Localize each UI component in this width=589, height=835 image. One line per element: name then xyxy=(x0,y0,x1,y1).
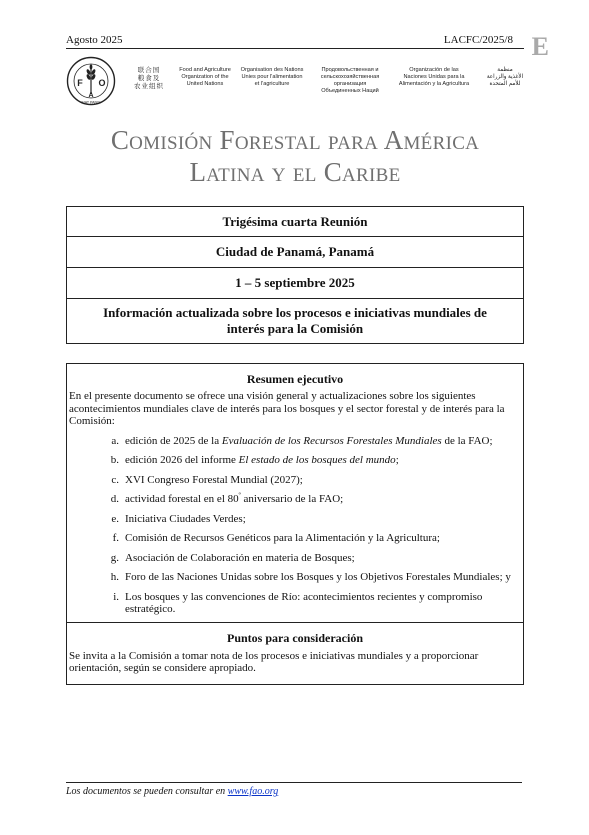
document-date: Agosto 2025 xyxy=(66,34,123,46)
language-letter: E xyxy=(531,32,549,61)
summary-list xyxy=(67,435,523,616)
meeting-topic: Información actualizada sobre los procesos e iniciativas mundiales de interés para la Comisión xyxy=(67,298,523,343)
consideration-text: Se invita a la Comisión a tomar nota de los procesos e iniciativas mundiales y a proporcionar orientación, según se considere apropiado. xyxy=(69,649,479,674)
fao-logo-row xyxy=(66,56,526,106)
org-name-russian: Продовольственная и сельскохозяйственная организация Объединенных Наций xyxy=(320,67,380,94)
list-item: a. edición de 2025 de la Evaluación de los Recursos Forestales Mundiales de la FAO; xyxy=(111,434,493,447)
summary-intro: En el presente documento se ofrece una visión general y actualizaciones sobre los siguientes acontecimientos mundiales clave de interés para los bosques y el sector forestal y de interés para la Comisión: xyxy=(69,390,505,427)
org-name-english: Food and Agriculture Organization of the United Nations xyxy=(179,67,231,87)
list-item: g. Asociación de Colaboración en materia de Bosques; xyxy=(110,551,355,564)
org-names xyxy=(124,67,534,95)
commission-title xyxy=(66,124,524,188)
list-item: d. actividad forestal en el $80^º$ aniversario de la FAO; xyxy=(110,491,344,505)
executive-summary-box xyxy=(66,363,524,685)
footer-rule xyxy=(66,782,522,783)
org-name-chinese: 联合国 粮食及 农业组织 xyxy=(134,67,164,90)
meeting-session: Trigésima cuarta Reunión xyxy=(222,213,368,229)
meeting-dates: 1 – 5 septiembre 2025 xyxy=(67,267,523,298)
consideration-heading: Puntos para consideración xyxy=(226,630,363,645)
title-line-1: Comisión Forestal para América xyxy=(110,125,480,155)
emblem-letter-a: A xyxy=(88,92,94,99)
list-item: f. Comisión de Recursos Genéticos para la Alimentación y la Agricultura; xyxy=(112,532,440,544)
meeting-place: Ciudad de Panamá, Panamá xyxy=(67,236,523,267)
list-item: i. Los bosques y las convenciones de Río: acontecimientos recientes y compromiso estratégico. xyxy=(113,590,483,615)
list-item: h. Foro de las Naciones Unidas sobre los Bosques y los Objetivos Forestales Mundiales; y xyxy=(110,571,511,583)
document-code: LACFC/2025/8 xyxy=(443,34,513,46)
emblem-letter-o: O xyxy=(98,78,106,88)
org-name-french: Organisation des Nations Unies pour l'alimentation et l'agriculture xyxy=(240,67,304,87)
emblem-motto: FIAT PANIS xyxy=(81,100,101,105)
footer-note: Los documentos se pueden consultar en www.fao.org xyxy=(66,786,279,797)
summary-heading: Resumen ejecutivo xyxy=(246,372,344,386)
fao-website-link[interactable]: www.fao.org xyxy=(227,786,279,797)
org-name-arabic: منظمة الأغذية والزراعة للأمم المتحدة xyxy=(486,67,524,87)
emblem-letter-f: F xyxy=(77,78,83,88)
list-item: c. XVI Congreso Forestal Mundial (2027); xyxy=(111,473,303,486)
title-line-2: Latina y el Caribe xyxy=(189,157,401,187)
list-item: e. Iniciativa Ciudades Verdes; xyxy=(111,512,246,525)
header-rule xyxy=(66,48,524,49)
fao-emblem-icon xyxy=(66,56,116,106)
list-item: b. edición 2026 del informe El estado de los bosques del mundo; xyxy=(110,454,399,466)
meeting-info-box xyxy=(66,206,524,344)
org-name-spanish: Organización de las Naciones Unidas para la Alimentación y la Agricultura xyxy=(398,67,470,87)
